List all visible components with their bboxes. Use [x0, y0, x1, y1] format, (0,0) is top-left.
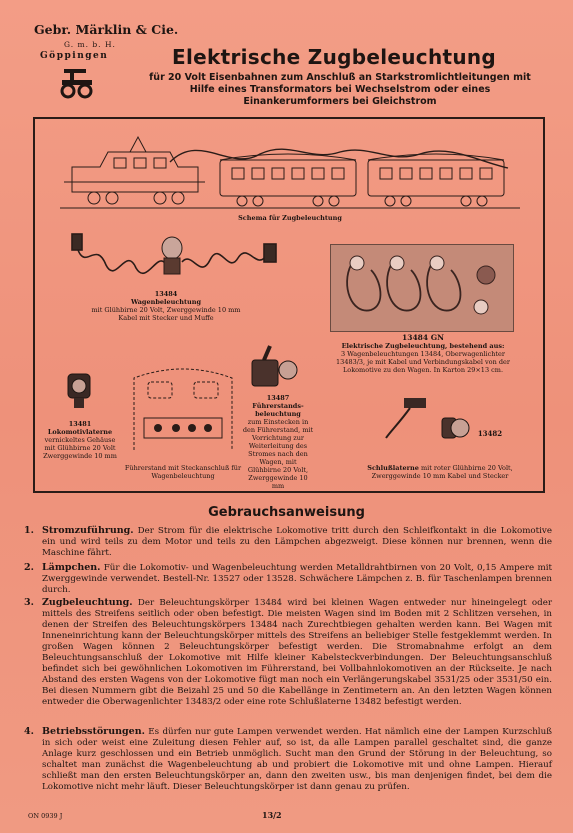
- wagon-lamp-13484-image: [66, 230, 286, 288]
- page-number: 13/2: [262, 810, 282, 820]
- item-13484gn-caption: 13484 GN Elektrische Zugbeleuchtung, bestehend aus: 3 Wagenbeleuchtungen 13484, Oberwagenlichter 13483/3, je mit Kabel und Verbindungskabel von der Lokomotive zu den Wagen. In Karton 29×13 cm.: [336, 333, 510, 374]
- train-schema-diagram: [60, 122, 520, 214]
- lighting-set-illustration: [331, 245, 513, 331]
- instructions-heading: Gebrauchsanweisung: [208, 505, 365, 520]
- item-13484-caption: 13484 Wagenbeleuchtung mit Glühbirne 20 Volt, Zwerggewinde 10 mm Kabel mit Stecker und Muffe: [91, 290, 241, 322]
- lighting-set-photo: [330, 244, 514, 332]
- instruction-section-1: 1. Stromzuführung. Der Strom für die elektrische Lokomotive tritt durch den Schleifkontakt in die Lokomotive ein und wird teils zu dem Motor und teils zu den Lämpchen abgezweigt. Diese können nur brennen, wenn die Maschine fährt.: [24, 525, 552, 558]
- page-title: Elektrische Zugbeleuchtung: [172, 45, 497, 69]
- instruction-section-4: 4. Betriebsstörungen. Es dürfen nur gute Lampen verwendet werden. Hat nämlich eine der Lampen Kurzschluß in sich oder weist eine Zuleitung diesen Fehler auf, so ist, da alle Lampen parallel geschaltet sind, die ganze Anlage kurz geschlossen und ein Betrieb unmöglich. Sucht man den Grund der Störung in der Beleuchtung, so schaltet man zunächst die Wagenbeleuchtung ab und probiert die Lokomotive mit und ohne Lampen. Hierauf schließt man den ersten Beleuchtungskörper an, dann den zweiten usw., bis man denjenigen findet, bei dem die Lokomotive nicht mehr läuft. Dieser Beleuchtungskörper ist dann genau zu prüfen.: [24, 726, 552, 792]
- tail-lamp-13482-image: [380, 392, 480, 450]
- cab-outline-diagram: [128, 360, 238, 455]
- item-13482-caption: Schlußlaterne mit roter Glühbirne 20 Volt, Zwerggewinde 10 mm Kabel und Stecker: [367, 464, 513, 480]
- item-13482-number: 13482: [477, 429, 503, 438]
- page-subtitle: für 20 Volt Eisenbahnen zum Anschluß an Starkstromlichtleitungen mit Hilfe eines Transformators bei Wechselstrom oder eines Einankerumformers bei Gleichstrom: [149, 72, 531, 107]
- item-13487-caption: 13487 Führerstands-beleuchtung zum Einstecken in den Führerstand, mit Vorrichtung zur Weiterleitung des Stromes nach den Wagen, mit Glühbirne 20 Volt, Zwerggewinde 10 mm: [242, 394, 314, 490]
- cab-caption: Führerstand mit Steckanschluß für Wagenbeleuchtung: [124, 464, 242, 480]
- company-city: Göppingen: [40, 51, 109, 61]
- instruction-section-2: 2. Lämpchen. Für die Lokomotiv- und Wagenbeleuchtung werden Metalldrahtbirnen von 20 Volt, 0,15 Ampere mit Zwerggewinde verwendet. Bestell-Nr. 13527 oder 13528. Schwächere Lämpchen z. B. für Taschenlampen brennen durch.: [24, 562, 552, 595]
- schema-caption: Schema für Zugbeleuchtung: [238, 214, 342, 222]
- instruction-section-3: 3. Zugbeleuchtung. Der Beleuchtungskörper 13484 wird bei kleinen Wagen entweder nur hineingelegt oder mittels des Streifens seitlich oder oben befestigt. Die meisten Wagen sind im Boden mit 2 Schlitzen versehen, in denen der Streifen des Beleuchtungskörpers 13484 nach Zurechtbiegen gehalten werden kann. Bei Wagen mit Inneneinrichtung kann der Beleuchtungskörper mittels des Streifens an beliebiger Stelle festgeklemmt werden. In großen Wagen können 2 Beleuchtungskörper befestigt werden. Die Stromabnahme erfolgt an dem Beleuchtungsanschluß der Lokomotive mit Hilfe kleiner Kabelsteckverbindungen. Der Beleuchtungsanschluß befindet sich bei gewöhnlichen Lokomotiven im Führerstand, bei Vollbahnlokomotiven an der Rückseite. Je nach Abstand des ersten Wagens von der Lokomotive fügt man noch ein Verlängerungskabel 3531/25 oder 3531/50 ein. Bei diesen Nummern gibt die Beizahl 25 und 50 die Kabellänge in Zentimetern an. An den letzten Wagen können entweder die Oberwagenlichter 13483/2 oder eine rote Schlußlaterne 13482 befestigt werden.: [24, 597, 552, 707]
- maerklin-logo-icon: [56, 67, 96, 99]
- print-code: ON 0939 J: [28, 812, 63, 820]
- loco-lantern-13481-image: [60, 366, 100, 416]
- legal-form: G. m. b. H.: [64, 40, 116, 49]
- cab-light-13487-image: [246, 344, 302, 392]
- item-13481-caption: 13481 Lokomotivlaterne vernickeltes Gehäuse mit Glühbirne 20 Volt Zwerggewinde 10 mm: [43, 420, 117, 460]
- company-name: Gebr. Märklin & Cie.: [34, 22, 179, 37]
